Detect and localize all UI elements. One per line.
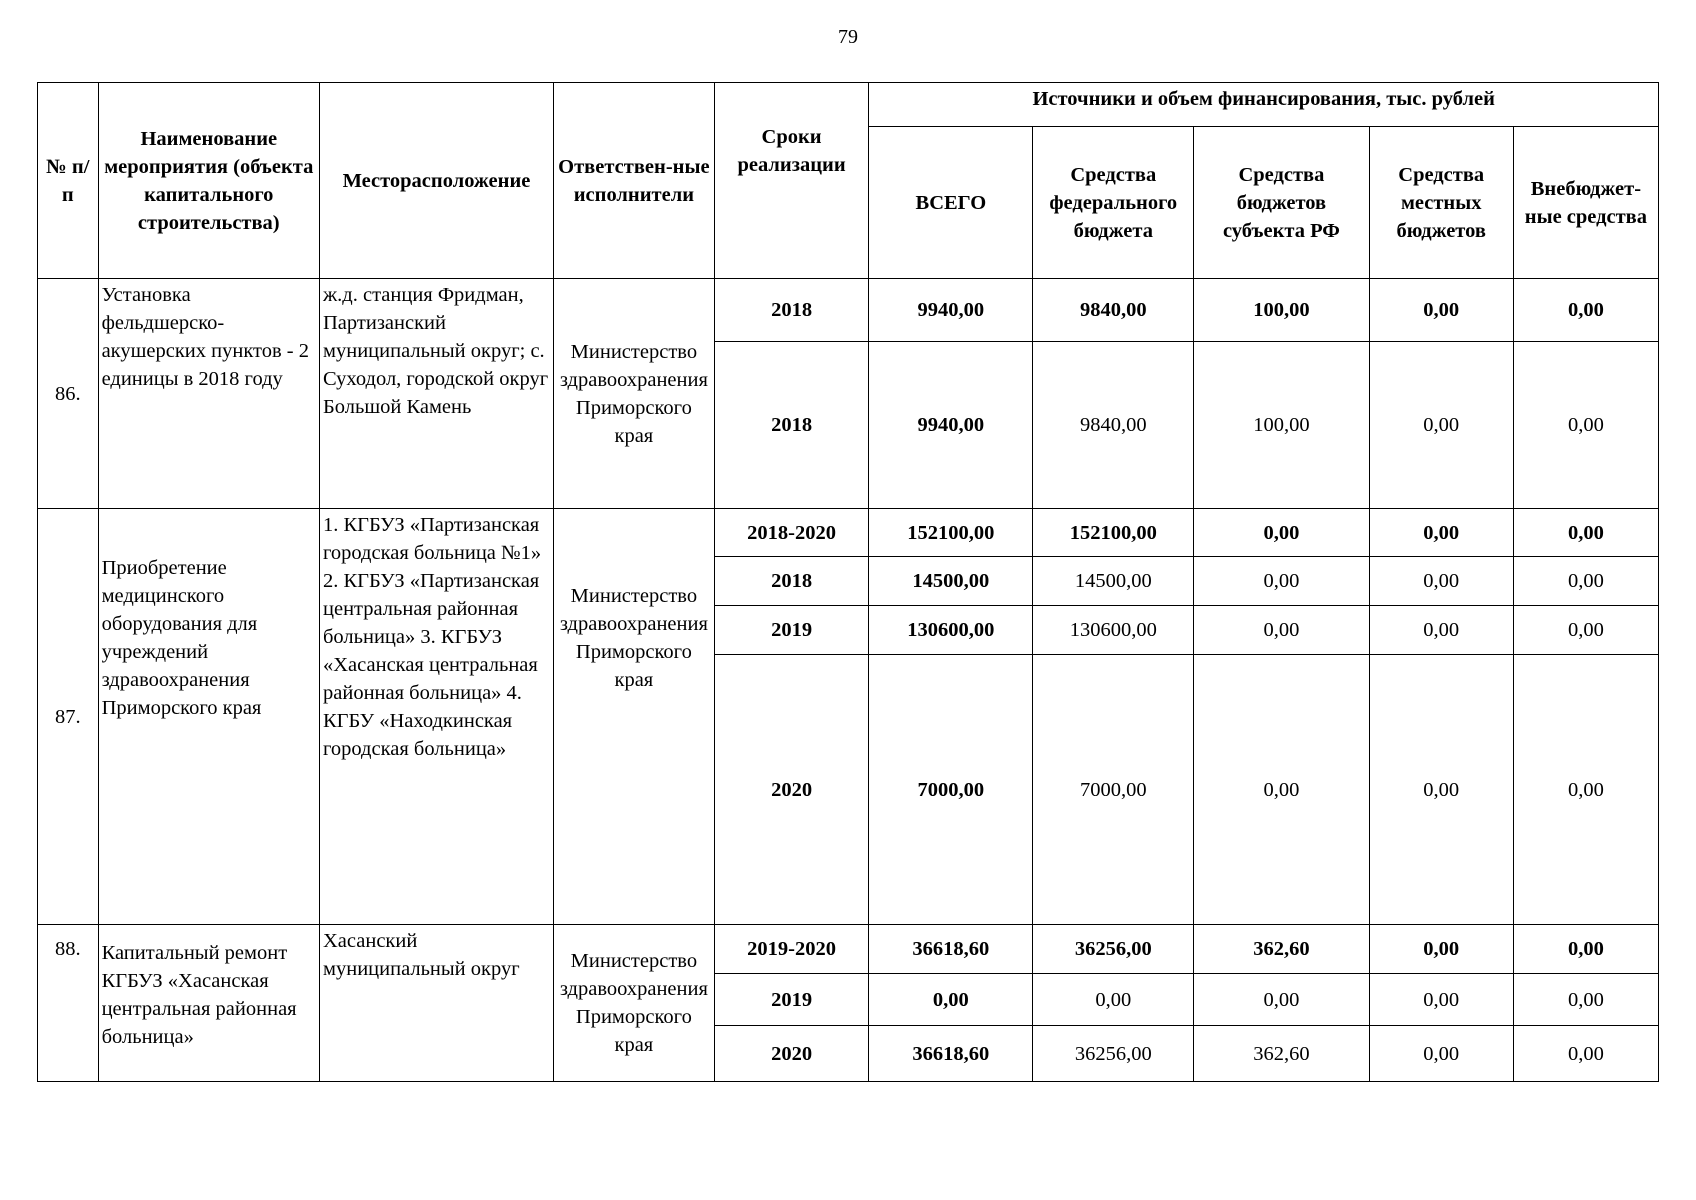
cell-subject: 362,60 <box>1194 925 1369 974</box>
row-location: 1. КГБУЗ «Партизанская городская больница №1» 2. КГБУЗ «Партизанская центральная районная больница» 3. КГБУЗ «Хасанская центральная районная больница» 4. КГБУ «Находкинская городская больница» <box>320 509 554 925</box>
cell-federal: 14500,00 <box>1033 557 1194 606</box>
header-num: № п/п <box>38 83 99 279</box>
cell-total: 36618,60 <box>869 925 1033 974</box>
row-executor: Министерство здравоохранения Приморского края <box>553 509 714 925</box>
cell-extra: 0,00 <box>1513 974 1658 1026</box>
cell-local: 0,00 <box>1369 1026 1513 1082</box>
row-num: 86. <box>38 279 99 509</box>
header-funding: Источники и объем финансирования, тыс. рублей <box>869 83 1659 127</box>
cell-term: 2018 <box>714 342 869 509</box>
table-row <box>38 279 1659 342</box>
cell-subject: 0,00 <box>1194 509 1369 557</box>
cell-term: 2018-2020 <box>714 509 869 557</box>
cell-subject: 0,00 <box>1194 655 1369 925</box>
row-name: Приобретение медицинского оборудования для учреждений здравоохранения Приморского края <box>98 509 319 925</box>
table-row <box>38 925 1659 974</box>
header-executors: Ответствен-ные исполнители <box>553 83 714 279</box>
cell-subject: 362,60 <box>1194 1026 1369 1082</box>
header-local: Средства местных бюджетов <box>1369 127 1513 279</box>
row-name: Капитальный ремонт КГБУЗ «Хасанская центральная районная больница» <box>98 925 319 1082</box>
cell-term: 2018 <box>714 279 869 342</box>
cell-federal: 152100,00 <box>1033 509 1194 557</box>
header-total: ВСЕГО <box>869 127 1033 279</box>
cell-term: 2019 <box>714 606 869 655</box>
cell-subject: 100,00 <box>1194 279 1369 342</box>
cell-term: 2020 <box>714 655 869 925</box>
cell-subject: 0,00 <box>1194 557 1369 606</box>
row-location: ж.д. станция Фридман, Партизанский муниципальный округ; с. Суходол, городской округ Большой Камень <box>320 279 554 509</box>
cell-federal: 36256,00 <box>1033 1026 1194 1082</box>
cell-federal: 7000,00 <box>1033 655 1194 925</box>
cell-local: 0,00 <box>1369 557 1513 606</box>
row-num: 87. <box>38 509 99 925</box>
cell-federal: 36256,00 <box>1033 925 1194 974</box>
cell-federal: 130600,00 <box>1033 606 1194 655</box>
cell-local: 0,00 <box>1369 606 1513 655</box>
page-number: 79 <box>838 26 858 48</box>
cell-total: 9940,00 <box>869 279 1033 342</box>
cell-total: 7000,00 <box>869 655 1033 925</box>
cell-term: 2019 <box>714 974 869 1026</box>
cell-local: 0,00 <box>1369 925 1513 974</box>
cell-extra: 0,00 <box>1513 925 1658 974</box>
header-federal: Средства федерального бюджета <box>1033 127 1194 279</box>
cell-total: 14500,00 <box>869 557 1033 606</box>
row-location: Хасанский муниципальный округ <box>320 925 554 1082</box>
cell-extra: 0,00 <box>1513 509 1658 557</box>
cell-local: 0,00 <box>1369 279 1513 342</box>
cell-subject: 100,00 <box>1194 342 1369 509</box>
cell-federal: 9840,00 <box>1033 279 1194 342</box>
row-executor: Министерство здравоохранения Приморского края <box>553 279 714 509</box>
row-executor: Министерство здравоохранения Приморского края <box>553 925 714 1082</box>
header-location: Месторасположение <box>320 83 554 279</box>
cell-extra: 0,00 <box>1513 655 1658 925</box>
cell-federal: 0,00 <box>1033 974 1194 1026</box>
cell-total: 36618,60 <box>869 1026 1033 1082</box>
row-name: Установка фельдшерско-акушерских пунктов - 2 единицы в 2018 году <box>98 279 319 509</box>
cell-total: 130600,00 <box>869 606 1033 655</box>
cell-local: 0,00 <box>1369 342 1513 509</box>
cell-total: 152100,00 <box>869 509 1033 557</box>
cell-local: 0,00 <box>1369 509 1513 557</box>
cell-extra: 0,00 <box>1513 342 1658 509</box>
cell-extra: 0,00 <box>1513 1026 1658 1082</box>
header-terms: Сроки реализации <box>714 83 869 279</box>
cell-subject: 0,00 <box>1194 974 1369 1026</box>
cell-total: 0,00 <box>869 974 1033 1026</box>
header-name: Наименование мероприятия (объекта капитального строительства) <box>98 83 319 279</box>
header-extra: Внебюджет-ные средства <box>1513 127 1658 279</box>
cell-subject: 0,00 <box>1194 606 1369 655</box>
cell-local: 0,00 <box>1369 974 1513 1026</box>
cell-extra: 0,00 <box>1513 606 1658 655</box>
cell-term: 2020 <box>714 1026 869 1082</box>
cell-total: 9940,00 <box>869 342 1033 509</box>
cell-extra: 0,00 <box>1513 557 1658 606</box>
cell-extra: 0,00 <box>1513 279 1658 342</box>
row-num: 88. <box>38 925 99 1082</box>
cell-term: 2019-2020 <box>714 925 869 974</box>
cell-local: 0,00 <box>1369 655 1513 925</box>
cell-federal: 9840,00 <box>1033 342 1194 509</box>
header-subject: Средства бюджетов субъекта РФ <box>1194 127 1369 279</box>
funding-table <box>37 82 1659 1082</box>
table-row <box>38 509 1659 557</box>
cell-term: 2018 <box>714 557 869 606</box>
